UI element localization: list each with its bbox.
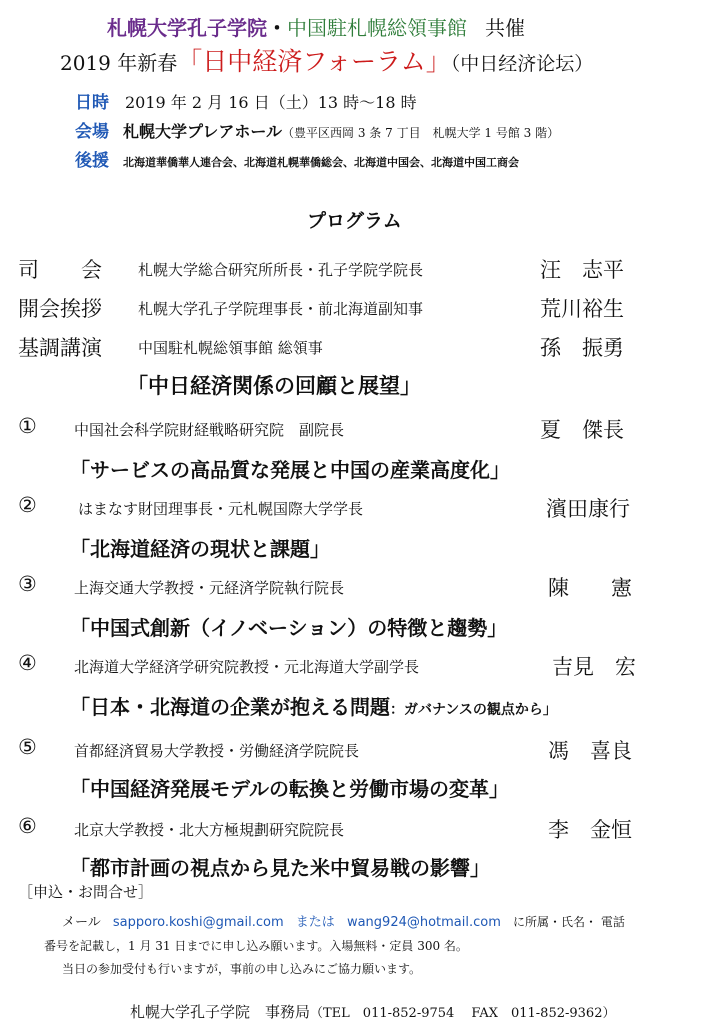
forum-title-line [60, 42, 593, 78]
talk-speaker: 馮 喜良 [548, 739, 632, 763]
talk-speaker: 陳 憲 [548, 576, 632, 600]
cohost-label: 共催 [485, 16, 525, 40]
footer-office: 札幌大学孔子学院 事務局 [130, 1003, 311, 1021]
role-label: 司 会 [18, 258, 102, 282]
header-organizers [107, 12, 525, 41]
venue-row [75, 117, 559, 142]
talk-number: ① [18, 414, 37, 438]
support-row [75, 146, 519, 171]
talk-title [70, 454, 510, 483]
role-person-name: 汪 志平 [540, 258, 624, 282]
talk-affiliation: はまなす財団理事長・元札幌国際大学学長 [78, 500, 364, 518]
keynote-title: 「中日経済関係の回顧と展望」 [127, 374, 421, 398]
organizer-1: 札幌大学孔子学院 [107, 16, 267, 40]
forum-title: 「日中経済フォーラム」 [177, 47, 451, 76]
talk-speaker: 夏 傑長 [540, 418, 624, 442]
talk-number: ⑥ [18, 814, 37, 838]
talk-title [70, 612, 507, 641]
talk-title-main: 「中国式創新（イノベーション）の特徴と趨勢」 [70, 616, 508, 640]
talk-speaker: 吉見 宏 [552, 655, 636, 679]
contact-line-1-tail: に所属・氏名・ 電話 [513, 915, 625, 929]
role-row [18, 293, 102, 323]
contact-heading: ［申込・お問合せ］ [18, 883, 154, 901]
talk-speaker: 李 金恒 [548, 818, 632, 842]
talk-affiliation: 北海道大学経済学研究院教授・元北海道大学副学長 [74, 658, 420, 676]
talk-affiliation: 北京大学教授・北大方極規劃研究院院長 [74, 821, 345, 839]
role-affiliation: 札幌大学総合研究所所長・孔子学院学院長 [138, 261, 424, 279]
role-person-name: 荒川裕生 [540, 297, 624, 321]
venue-name: 札幌大学プレアホール [123, 122, 283, 141]
contact-line-2: 番号を記載し，1 月 31 日までに申し込み願います。入場無料・定員 300 名。 [44, 939, 468, 953]
email-link-2[interactable]: wang924@hotmail.com [346, 915, 501, 930]
venue-label: 会場 [75, 122, 109, 142]
year-prefix: 2019 年新春 [60, 51, 178, 75]
role-label: 開会挨拶 [18, 297, 102, 321]
organizer-separator: ・ [267, 16, 287, 40]
talk-title-main: 「中国経済発展モデルの転換と労働市場の変革」 [70, 777, 509, 801]
talk-number: ③ [18, 572, 37, 596]
talk-number: ② [18, 493, 37, 517]
or-text: または [295, 915, 335, 930]
support-label: 後援 [75, 151, 109, 171]
talk-title-main: 「日本・北海道の企業が抱える問題 [70, 695, 390, 719]
footer [130, 1001, 615, 1022]
contact-line-3: 当日の参加受付も行いますが，事前の申し込みにご協力願います。 [62, 962, 422, 976]
talk-number: ⑤ [18, 735, 37, 759]
talk-title-suffix: ：ガバナンスの観点から」 [390, 702, 557, 718]
talk-title-main: 「北海道経済の現状と課題」 [70, 537, 330, 561]
support-value: 北海道華僑華人連合会、北海道札幌華僑総会、北海道中国会、北海道中国工商会 [123, 156, 519, 169]
role-person-name: 孫 振勇 [540, 336, 624, 360]
talk-title-main: 「都市計画の視点から見た米中貿易戦の影響」 [70, 856, 490, 880]
contact-line-1 [62, 911, 625, 930]
organizer-2: 中国駐札幌総領事館 [287, 16, 467, 40]
program-heading: プログラム [307, 210, 402, 232]
venue-address: （豊平区西岡 3 条 7 丁目 札幌大学 1 号館 3 階） [282, 126, 560, 140]
talk-title [70, 852, 490, 881]
date-value: 2019 年 2 月 16 日（土）13 時～18 時 [125, 93, 417, 112]
footer-phones: （TEL 011-852-9754 FAX 011-852-9362） [310, 1006, 616, 1021]
talk-affiliation: 上海交通大学教授・元経済学院執行院長 [74, 579, 345, 597]
forum-subtitle: （中日经济论坛） [450, 53, 594, 75]
role-label: 基調講演 [18, 336, 102, 360]
talk-affiliation: 首都経済貿易大学教授・労働経済学院院長 [74, 742, 360, 760]
talk-title [70, 773, 509, 802]
talk-title [70, 533, 330, 562]
role-row [18, 332, 102, 362]
talk-number: ④ [18, 651, 37, 675]
date-row [75, 88, 417, 113]
role-row [18, 254, 102, 284]
email-link-1[interactable]: sapporo.koshi@gmail.com [112, 915, 284, 930]
role-affiliation: 中国駐札幌総領事館 総領事 [138, 339, 323, 357]
talk-speaker: 濱田康行 [546, 497, 630, 521]
talk-title-main: 「サービスの高品質な発展と中国の産業高度化」 [70, 458, 510, 482]
mail-label: メール [62, 915, 101, 930]
date-label: 日時 [75, 93, 109, 113]
talk-title [70, 691, 557, 720]
talk-affiliation: 中国社会科学院財経戦略研究院 副院長 [74, 421, 345, 439]
role-affiliation: 札幌大学孔子学院理事長・前北海道副知事 [138, 300, 424, 318]
